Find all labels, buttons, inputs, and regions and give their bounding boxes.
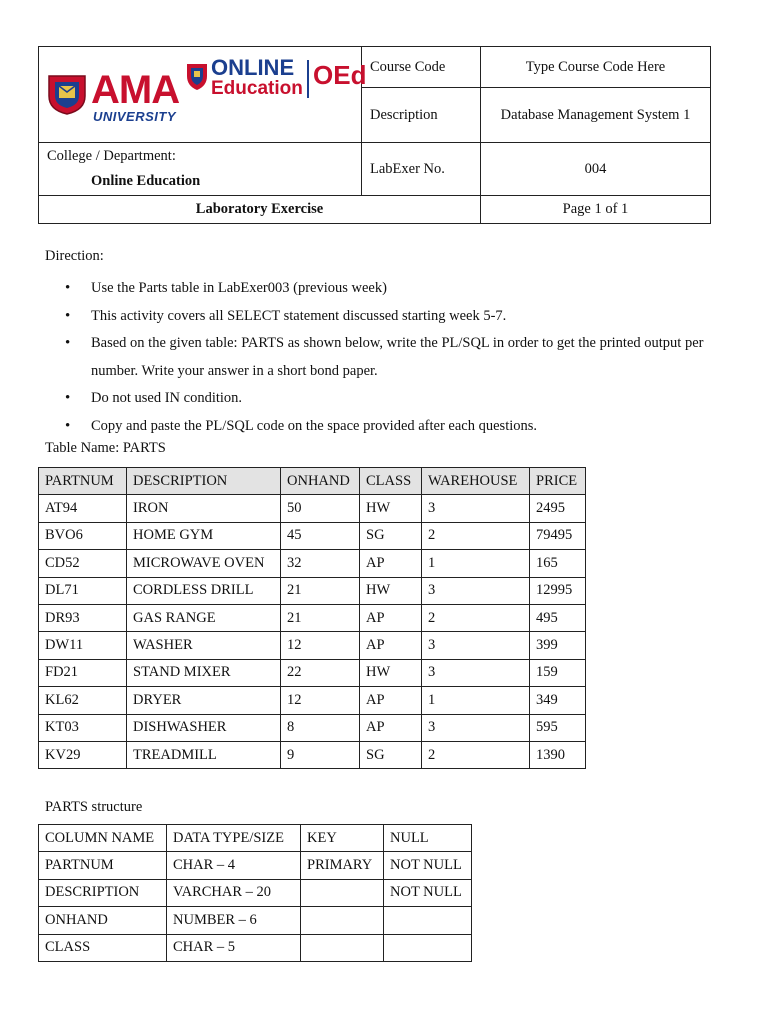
table-cell: NOT NULL xyxy=(384,879,472,906)
table-cell: 21 xyxy=(281,577,360,604)
table-cell: 9 xyxy=(281,741,360,768)
table-cell: VARCHAR – 20 xyxy=(167,879,301,906)
table-cell: 495 xyxy=(530,604,586,631)
table-cell: CD52 xyxy=(39,550,127,577)
table-row xyxy=(39,522,586,549)
direction-item: • This activity covers all SELECT statement discussed starting week 5-7. xyxy=(45,303,725,331)
table-cell: DW11 xyxy=(39,632,127,659)
column-header: PARTNUM xyxy=(39,468,127,495)
table-row xyxy=(39,604,586,631)
table-cell: 399 xyxy=(530,632,586,659)
table-cell: 2495 xyxy=(530,495,586,522)
direction-list xyxy=(45,275,725,440)
parts-table-body xyxy=(39,495,586,769)
page-info: Page 1 of 1 xyxy=(481,196,711,224)
table-cell: KV29 xyxy=(39,741,127,768)
table-cell: HW xyxy=(360,659,422,686)
table-header-row xyxy=(39,468,586,495)
description-label: Description xyxy=(362,88,481,143)
table-cell: AP xyxy=(360,714,422,741)
online-logo-text: ONLINE xyxy=(211,54,295,80)
table-cell: NOT NULL xyxy=(384,852,472,879)
table-cell: 3 xyxy=(422,632,530,659)
column-header: COLUMN NAME xyxy=(39,825,167,852)
column-header: ONHAND xyxy=(281,468,360,495)
table-cell: 2 xyxy=(422,522,530,549)
education-logo-text: Education xyxy=(211,77,303,99)
table-cell: STAND MIXER xyxy=(127,659,281,686)
table-cell: 79495 xyxy=(530,522,586,549)
labexer-value: 004 xyxy=(481,143,711,196)
table-cell: SG xyxy=(360,741,422,768)
table-cell: AP xyxy=(360,550,422,577)
table-header-row xyxy=(39,825,472,852)
table-cell xyxy=(301,879,384,906)
table-cell xyxy=(384,934,472,961)
table-cell: BVO6 xyxy=(39,522,127,549)
table-cell: IRON xyxy=(127,495,281,522)
table-cell: AP xyxy=(360,687,422,714)
university-logo-text: UNIVERSITY xyxy=(93,108,177,124)
table-cell xyxy=(301,934,384,961)
table-cell: 21 xyxy=(281,604,360,631)
table-cell: HW xyxy=(360,495,422,522)
table-cell: PRIMARY xyxy=(301,852,384,879)
table-cell: AP xyxy=(360,604,422,631)
table-cell: GAS RANGE xyxy=(127,604,281,631)
institution-logos xyxy=(39,48,367,142)
table-row xyxy=(39,741,586,768)
structure-table xyxy=(38,824,472,962)
column-header: KEY xyxy=(301,825,384,852)
table-cell: 50 xyxy=(281,495,360,522)
table-row xyxy=(39,659,586,686)
table-cell: 32 xyxy=(281,550,360,577)
table-cell: 2 xyxy=(422,604,530,631)
document-header xyxy=(38,46,711,224)
direction-item: • Use the Parts table in LabExer003 (previous week) xyxy=(45,275,725,303)
table-cell: WASHER xyxy=(127,632,281,659)
oed-logo-text: OEd xyxy=(313,59,367,90)
table-cell: KL62 xyxy=(39,687,127,714)
direction-item: • Copy and paste the PL/SQL code on the space provided after each questions. xyxy=(45,413,725,441)
description-value: Database Management System 1 xyxy=(500,107,691,123)
table-cell: 45 xyxy=(281,522,360,549)
table-cell: HOME GYM xyxy=(127,522,281,549)
table-cell: CLASS xyxy=(39,934,167,961)
table-cell: 12 xyxy=(281,632,360,659)
table-cell: SG xyxy=(360,522,422,549)
course-code-value: Type Course Code Here xyxy=(481,47,711,88)
table-cell: KT03 xyxy=(39,714,127,741)
table-row xyxy=(39,495,586,522)
column-header: DESCRIPTION xyxy=(127,468,281,495)
ama-logo-text: AMA xyxy=(91,67,180,112)
table-row xyxy=(39,687,586,714)
table-cell: 1390 xyxy=(530,741,586,768)
direction-item: • Based on the given table: PARTS as shown below, write the PL/SQL in order to get the printed output per number. Write your answer in a short bond paper. xyxy=(45,330,725,385)
table-cell: AT94 xyxy=(39,495,127,522)
parts-table xyxy=(38,467,586,769)
table-cell xyxy=(301,907,384,934)
college-value: Online Education xyxy=(91,173,201,189)
column-header: PRICE xyxy=(530,468,586,495)
table-row xyxy=(39,934,472,961)
table-cell: 22 xyxy=(281,659,360,686)
table-cell: MICROWAVE OVEN xyxy=(127,550,281,577)
table-cell: NUMBER – 6 xyxy=(167,907,301,934)
column-header: DATA TYPE/SIZE xyxy=(167,825,301,852)
table-row xyxy=(39,907,472,934)
table-cell: 8 xyxy=(281,714,360,741)
course-code-label: Course Code xyxy=(362,47,481,88)
table-row xyxy=(39,577,586,604)
table-cell: 3 xyxy=(422,495,530,522)
table-row xyxy=(39,714,586,741)
table-cell: DL71 xyxy=(39,577,127,604)
table-cell: AP xyxy=(360,632,422,659)
direction-heading: Direction: xyxy=(45,248,104,264)
table-cell: DR93 xyxy=(39,604,127,631)
college-cell xyxy=(39,143,362,196)
college-label: College / Department: xyxy=(47,148,176,164)
table-cell: CHAR – 5 xyxy=(167,934,301,961)
table-cell: 159 xyxy=(530,659,586,686)
table-cell: FD21 xyxy=(39,659,127,686)
table-cell: DESCRIPTION xyxy=(39,879,167,906)
ama-seal-icon xyxy=(45,72,89,116)
table-cell: PARTNUM xyxy=(39,852,167,879)
table-row xyxy=(39,632,586,659)
column-header: CLASS xyxy=(360,468,422,495)
table-cell: 2 xyxy=(422,741,530,768)
online-education-seal-icon xyxy=(185,62,209,92)
table-cell: 3 xyxy=(422,577,530,604)
logo-cell xyxy=(39,47,367,143)
table-cell: DRYER xyxy=(127,687,281,714)
labexer-label: LabExer No. xyxy=(362,143,481,196)
table-cell: 1 xyxy=(422,550,530,577)
column-header: NULL xyxy=(384,825,472,852)
table-cell xyxy=(384,907,472,934)
table-cell: 3 xyxy=(422,714,530,741)
direction-item: • Do not used IN condition. xyxy=(45,385,725,413)
table-row xyxy=(39,550,586,577)
structure-table-body xyxy=(39,852,472,962)
table-cell: 595 xyxy=(530,714,586,741)
table-cell: HW xyxy=(360,577,422,604)
table-name: Table Name: PARTS xyxy=(45,440,166,456)
table-cell: 349 xyxy=(530,687,586,714)
table-cell: 12 xyxy=(281,687,360,714)
table-cell: 12995 xyxy=(530,577,586,604)
table-row xyxy=(39,852,472,879)
table-row xyxy=(39,879,472,906)
structure-title: PARTS structure xyxy=(45,799,143,815)
lab-title: Laboratory Exercise xyxy=(39,196,481,224)
column-header: WAREHOUSE xyxy=(422,468,530,495)
table-cell: 1 xyxy=(422,687,530,714)
table-cell: ONHAND xyxy=(39,907,167,934)
table-cell: CORDLESS DRILL xyxy=(127,577,281,604)
table-cell: 165 xyxy=(530,550,586,577)
table-cell: 3 xyxy=(422,659,530,686)
table-cell: CHAR – 4 xyxy=(167,852,301,879)
table-cell: DISHWASHER xyxy=(127,714,281,741)
logo-divider xyxy=(307,60,309,98)
table-cell: TREADMILL xyxy=(127,741,281,768)
